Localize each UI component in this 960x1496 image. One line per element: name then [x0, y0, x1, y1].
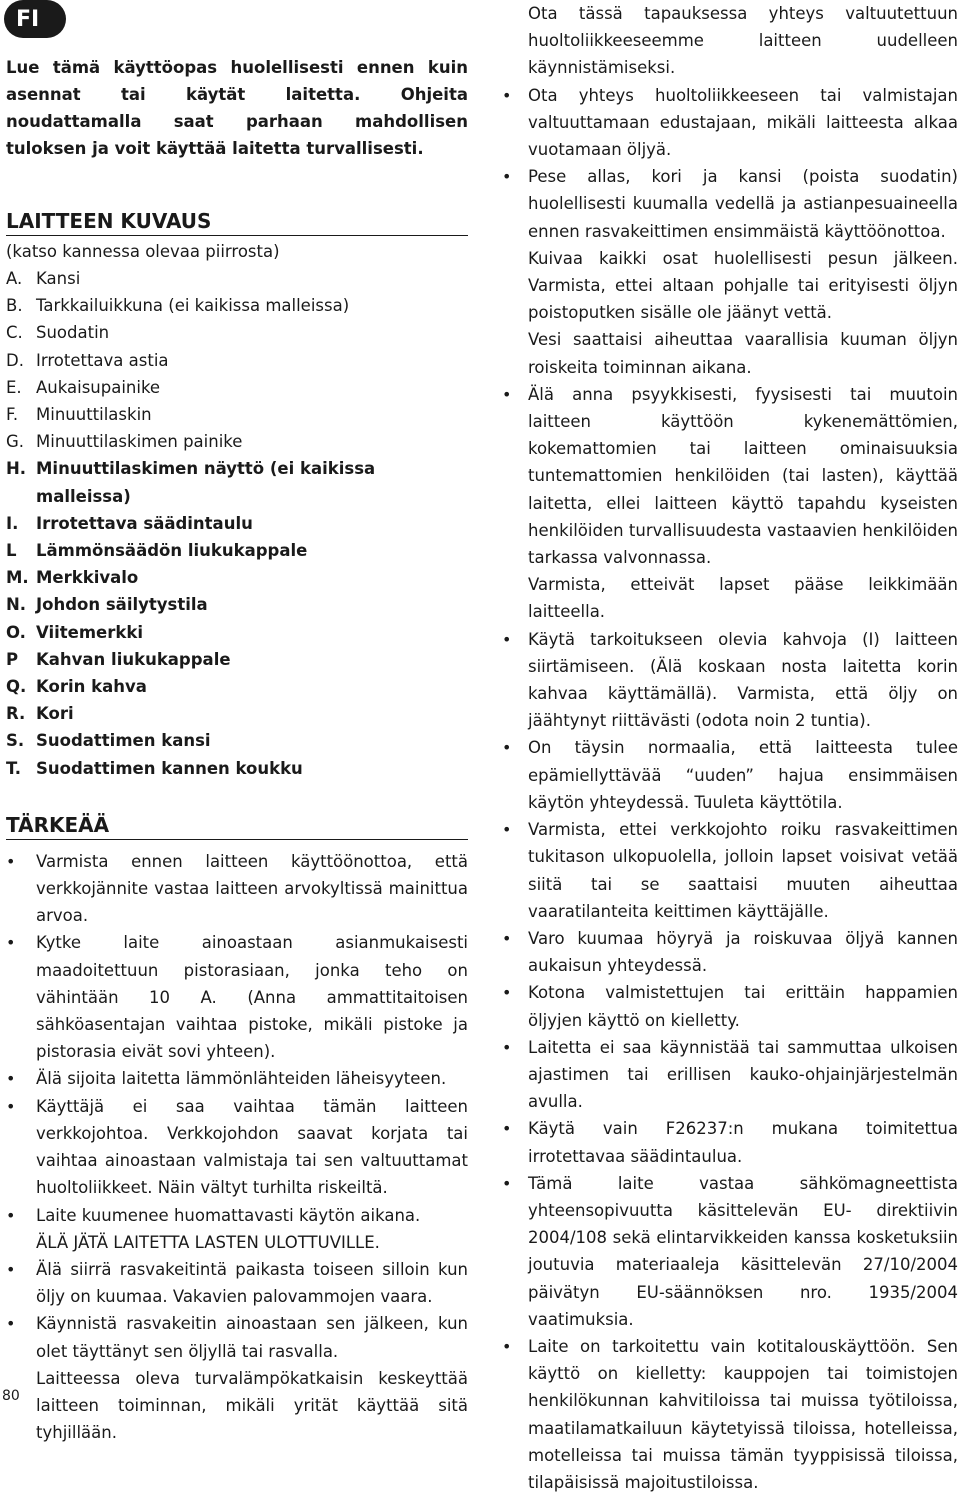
important-list-right: [502, 82, 958, 1496]
important-list-left: [6, 848, 468, 1446]
part-letter: E.: [6, 377, 22, 397]
list-item-text: Varmista ennen laitteen käyttöönottoa, että verkkojännite vastaa laitteen arvokyltissä mainittua arvoa.: [36, 851, 468, 926]
list-item-text: Laitteessa oleva turvalämpökatkaisin keskeyttää laitteen toiminnan, mikäli yrität käyttää sitä tyhjillään.: [36, 1368, 468, 1443]
left-column: [6, 54, 468, 1446]
list-item: [502, 1170, 958, 1333]
list-item-text: Käytä tarkoitukseen olevia kahvoja (I) laitteen siirtämiseen. (Älä koskaan nosta laitetta korin kahvaa käyttämällä). Varmista, että öljy on jäähtynyt riittävästi (odota noin 2 tuntia).: [528, 629, 958, 731]
bullet-icon: •: [502, 167, 512, 187]
parts-list: [6, 265, 468, 782]
list-item: [6, 1310, 468, 1446]
part-text: Suodattimen kannen koukku: [36, 758, 303, 778]
part-item: [6, 619, 468, 646]
part-letter: O.: [6, 622, 26, 642]
part-text: Irrotettava astia: [36, 350, 169, 370]
list-item: [6, 1256, 468, 1310]
part-letter: F.: [6, 405, 19, 425]
part-letter: R.: [6, 704, 26, 724]
part-text: Suodattimen kansi: [36, 731, 211, 751]
part-text: Irrotettava säädintaulu: [36, 513, 253, 533]
list-item-text: Ota yhteys huoltoliikkeeseen tai valmistajan valtuuttamaan edustajaan, mikäli laitteesta alkaa vuotamaan öljyä.: [528, 85, 958, 160]
list-item: [502, 816, 958, 925]
list-item: [6, 1093, 468, 1202]
bullet-icon: •: [502, 1037, 512, 1057]
part-item: [6, 319, 468, 346]
part-item: [6, 755, 468, 782]
list-item-text: Pese allas, kori ja kansi (poista suodatin) huolellisesti kuumalla vedellä ja astianpesuaineella ennen rasvakeittimen ensimmäistä käyttöönottoa.: [528, 167, 958, 241]
list-item-text: Tämä laite vastaa sähkömagneettista yhteensopivuutta käsittelevän EU- direktiivin 2004/108 sekä elintarvikkeiden kanssa kosketuksiin joutuvia materiaaleja käsittelevän 27/10/2004 päivätyn EU-säännöksen nro. 1935/2004 vaatimuksia.: [528, 1173, 958, 1329]
part-text: Lämmönsäädön liukukappale: [36, 541, 308, 561]
part-item: [6, 455, 468, 509]
part-text: Suodatin: [36, 323, 110, 343]
list-item-text: Kuivaa kaikki osat huolellisesti pesun jälkeen. Varmista, ettei altaan pohjalle tai erityisesti öljyn poistoputken sisälle ole jäänyt vettä.: [528, 248, 958, 323]
list-item-text: Laite on tarkoitettu vain kotitalouskäyttöön. Sen käyttö on kielletty: kauppojen tai toimistojen henkilökunnan kahvitiloissa tai muissa työtiloissa, maatilamatkailuun käytetyissä tiloissa, hotelleissa, motelleissa tai muissa tämän tyyppisissä tiloissa, tilapäisissä majoitustiloissa.: [528, 1336, 958, 1492]
list-item-text: Käytä vain F26237:n mukana toimitettua irrotettavaa säädintaulua.: [528, 1119, 958, 1166]
list-item-text: ÄLÄ JÄTÄ LAITETTA LASTEN ULOTTUVILLE.: [36, 1232, 380, 1252]
list-item-text: On täysin normaalia, että laitteesta tulee epämiellyttävää “uuden” hajua ensimmäisen käytön yhteydessä. Tuuleta käyttötila.: [528, 738, 958, 812]
part-text: Minuuttilaskimen painike: [36, 432, 243, 452]
list-item-text: Käynnistä rasvakeitin ainoastaan sen jälkeen, kun olet täyttänyt sen öljyllä tai rasvalla.: [36, 1314, 468, 1361]
list-item: [502, 1034, 958, 1116]
part-letter: I.: [6, 513, 19, 533]
part-item: [6, 700, 468, 727]
bullet-icon: •: [6, 851, 16, 871]
part-letter: S.: [6, 731, 25, 751]
part-text: Korin kahva: [36, 677, 147, 697]
part-letter: H.: [6, 459, 27, 479]
list-item-text: Laite kuumenee huomattavasti käytön aikana.: [36, 1205, 421, 1225]
list-item-text: Käyttäjä ei saa vaihtaa tämän laitteen verkkojohtoa. Verkkojohdon saavat korjata tai vaihtaa ainoastaan valmistaja tai sen valtuuttamat huoltoliikkeet. Näin vältyt turhilta riskeiltä.: [36, 1096, 468, 1198]
list-item: [502, 163, 958, 381]
part-text: Viitemerkki: [36, 622, 143, 642]
part-text: Aukaisupainike: [36, 377, 161, 397]
part-item: [6, 537, 468, 564]
bullet-icon: •: [6, 1205, 16, 1225]
bullet-icon: •: [502, 1173, 512, 1193]
list-item: [502, 1333, 958, 1496]
bullet-icon: •: [6, 1096, 16, 1116]
list-item: [6, 848, 468, 930]
bullet-icon: •: [502, 983, 512, 1003]
list-item: [502, 734, 958, 816]
part-letter: A.: [6, 269, 23, 288]
part-item: [6, 292, 468, 319]
part-item: [6, 591, 468, 618]
page-number: 80: [2, 1388, 20, 1404]
part-text: Johdon säilytystila: [36, 595, 208, 615]
list-item: [502, 82, 958, 164]
part-letter: T.: [6, 758, 22, 778]
list-item-text: Älä anna psyykkisesti, fyysisesti tai muutoin laitteen käyttöön kykenemättömien, kokemattomien tai laitteen ominaisuuksia tuntemattomien henkilöiden (tai lasten), käyttää laitetta, ellei laitteen käyttö tapahdu kyseisten henkilöiden turvallisuudesta vastaavien henkilöiden tarkassa valvonnassa.: [528, 384, 958, 568]
bullet-icon: •: [502, 629, 512, 649]
list-item-text: Kytke laite ainoastaan asianmukaisesti maadoitettuun pistorasiaan, jonka teho on vähintään 10 A. (Anna ammattitaitoisen sähköasentajan vaihtaa pistoke, mikäli pistoke ja pistorasia eivät sovi yhteen).: [36, 933, 468, 1062]
part-text: Merkkivalo: [36, 568, 139, 588]
part-item: [6, 401, 468, 428]
part-letter: N.: [6, 595, 27, 615]
bullet-icon: •: [6, 1314, 16, 1334]
bullet-icon: •: [6, 1069, 16, 1089]
list-item: [6, 1202, 468, 1256]
bullet-icon: •: [502, 1336, 512, 1356]
bullet-icon: •: [502, 820, 512, 840]
bullet-icon: •: [502, 1119, 512, 1139]
part-letter: L: [6, 541, 17, 561]
list-item-text: Älä siirrä rasvakeitintä paikasta toiseen silloin kun öljy on kuumaa. Vakavien palovammojen vaara.: [36, 1259, 468, 1307]
part-item: [6, 673, 468, 700]
bullet-icon: •: [6, 933, 16, 953]
description-subtitle: (katso kannessa olevaa piirrosta): [6, 242, 280, 261]
part-item: [6, 727, 468, 754]
part-text: Kansi: [36, 269, 81, 288]
part-item: [6, 265, 468, 292]
part-text: Minuuttilaskimen näyttö (ei kaikissa malleissa): [36, 459, 376, 506]
part-item: [6, 374, 468, 401]
intro-text: Lue tämä käyttöopas huolellisesti ennen kuin asennat tai käytät laitetta. Ohjeita noudattamalla saat parhaan mahdollisen tuloksen ja voit käyttää laitetta turvallisesti.: [6, 58, 468, 158]
list-item: [502, 925, 958, 979]
language-badge: FI: [4, 0, 66, 38]
part-item: [6, 428, 468, 455]
list-item: [502, 979, 958, 1033]
part-text: Tarkkailuikkuna (ei kaikissa malleissa): [36, 296, 350, 316]
right-column: [502, 0, 958, 1496]
part-letter: C.: [6, 323, 23, 343]
important-title: TÄRKEÄÄ: [6, 812, 468, 840]
list-item-text: Älä sijoita laitetta lämmönlähteiden läheisyyteen.: [36, 1069, 447, 1089]
bullet-icon: •: [6, 1259, 16, 1279]
bullet-icon: •: [502, 738, 512, 758]
part-letter: D.: [6, 350, 24, 370]
part-item: [6, 564, 468, 591]
right-lead-text: Ota tässä tapauksessa yhteys valtuutettuun huoltoliikkeeseemme laitteen uudelleen käynnistämiseksi.: [528, 4, 958, 78]
list-item-text: Varmista, etteivät lapset pääse leikkimään laitteella.: [528, 575, 958, 622]
description-title: LAITTEEN KUVAUS: [6, 208, 468, 236]
part-item: [6, 347, 468, 374]
part-letter: G.: [6, 432, 25, 452]
list-item-text: Vesi saattaisi aiheuttaa vaarallisia kuuman öljyn roiskeita toiminnan aikana.: [528, 330, 958, 377]
part-letter: B.: [6, 296, 23, 316]
bullet-icon: •: [502, 928, 512, 948]
part-item: [6, 510, 468, 537]
list-item-text: Varo kuumaa höyryä ja roiskuvaa öljyä kannen aukaisun yhteydessä.: [528, 928, 958, 976]
part-letter: M.: [6, 568, 29, 588]
list-item-text: Laitetta ei saa käynnistää tai sammuttaa ulkoisen ajastimen tai erillisen kauko-ohjainjärjestelmän avulla.: [528, 1037, 958, 1112]
list-item: [502, 626, 958, 735]
bullet-icon: •: [502, 85, 512, 105]
part-text: Kahvan liukukappale: [36, 649, 231, 669]
bullet-icon: •: [502, 384, 512, 404]
list-item: [6, 929, 468, 1065]
part-letter: P: [6, 649, 19, 669]
part-letter: Q.: [6, 677, 27, 697]
list-item: [6, 1065, 468, 1092]
part-text: Kori: [36, 704, 74, 724]
list-item-text: Kotona valmistettujen tai erittäin happamien öljyjen käyttö on kielletty.: [528, 983, 958, 1030]
list-item: [502, 381, 958, 626]
part-item: [6, 646, 468, 673]
part-text: Minuuttilaskin: [36, 405, 152, 425]
list-item-text: Varmista, ettei verkkojohto roiku rasvakeittimen tukitason ulkopuolella, jolloin lapset voisivat vetää siitä tai se saattaisi muuten aiheuttaa vaaratilanteita keittimen käyttäjälle.: [528, 820, 958, 921]
list-item: [502, 1115, 958, 1169]
